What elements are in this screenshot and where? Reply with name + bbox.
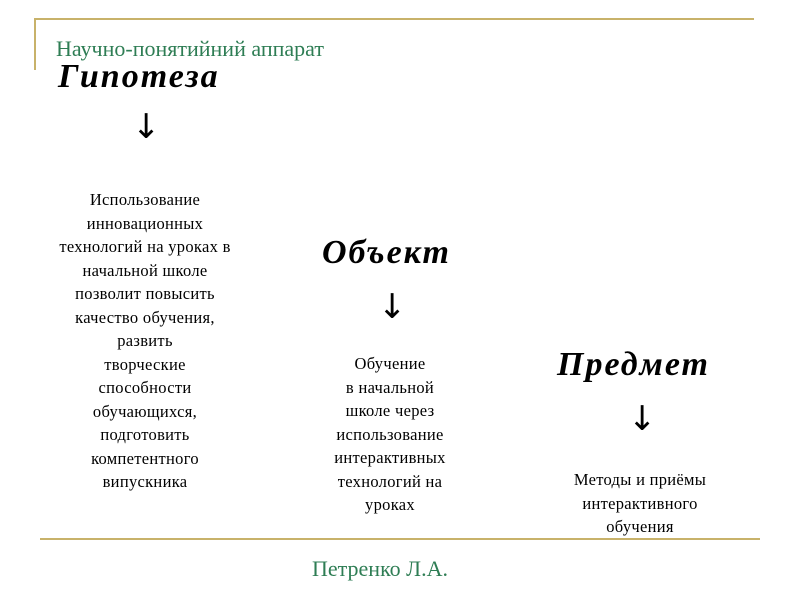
left-divider-line bbox=[34, 18, 36, 70]
author-name: Петренко Л.А. bbox=[312, 556, 448, 581]
subject-text: Методы и приёмы интерактивного обучения bbox=[573, 470, 707, 536]
hypothesis-heading: Гипотеза bbox=[58, 58, 220, 95]
object-text: Обучение в начальной школе через использование интерактивных технологий на уроках bbox=[334, 354, 446, 514]
slide-title: Научно-понятийний аппарат bbox=[56, 36, 324, 61]
bottom-divider-line bbox=[40, 538, 760, 540]
hypothesis-text: Использование инновационных технологий на уроках в начальной школе позволит повысить качество обучения, развить творческие способности обучающихся, подготовить компетентного випускника bbox=[59, 190, 231, 491]
down-arrow-icon: ↓ bbox=[132, 107, 161, 147]
subject-heading: Предмет bbox=[557, 346, 710, 383]
top-divider-line bbox=[34, 18, 754, 20]
object-heading: Объект bbox=[322, 234, 451, 271]
down-arrow-icon: ↓ bbox=[378, 287, 407, 327]
down-arrow-icon: ↓ bbox=[628, 399, 657, 439]
